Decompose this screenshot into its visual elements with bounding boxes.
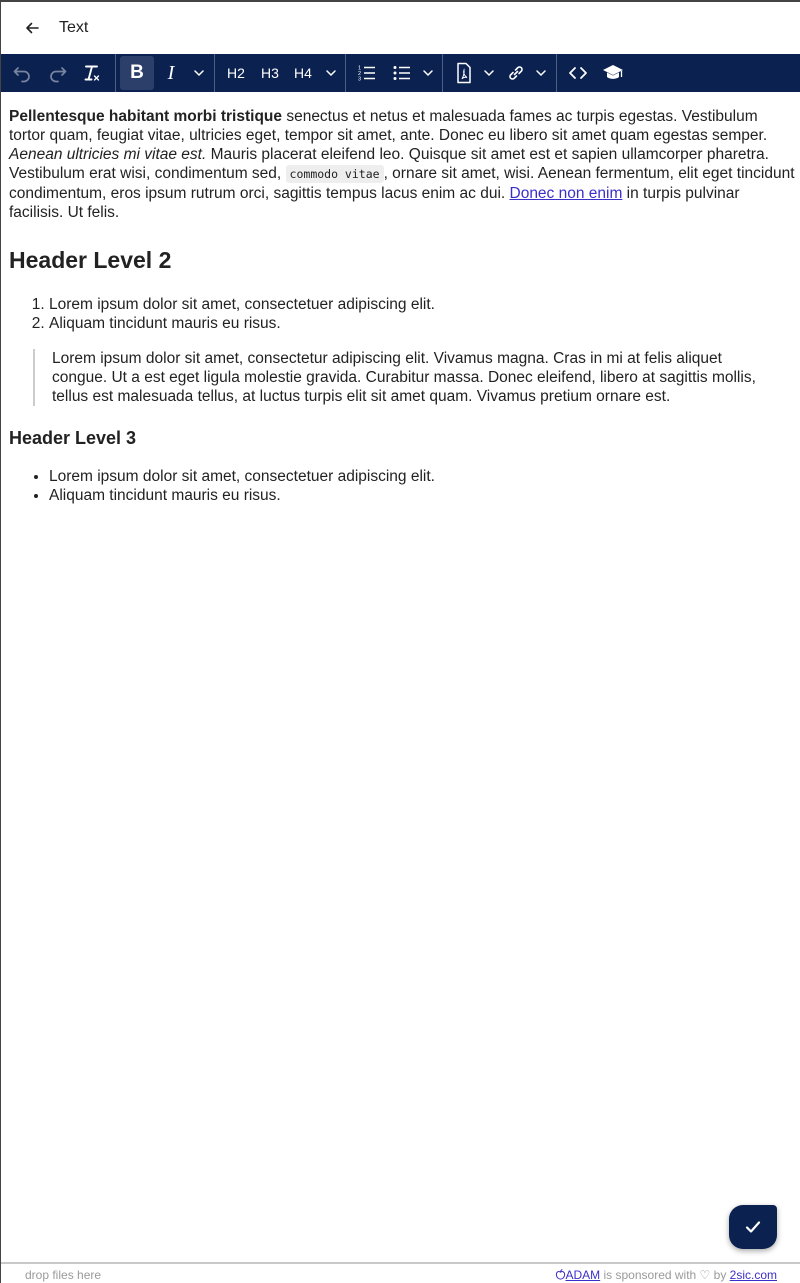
- arrow-left-icon: [24, 20, 40, 36]
- chevron-down-icon: [422, 67, 434, 79]
- list-item: 1. Lorem ipsum dolor sit amet, consectetuer adipiscing elit.: [49, 295, 795, 314]
- toolbar-divider: [345, 54, 346, 92]
- pdf-dropdown[interactable]: [483, 54, 495, 92]
- list-item: 2. Aliquam tincidunt mauris eu risus.: [49, 314, 795, 333]
- h4-label: H4: [294, 65, 312, 81]
- toolbar-divider: [442, 54, 443, 92]
- h3-button[interactable]: [255, 54, 285, 92]
- clear-formatting-icon: [82, 63, 102, 83]
- paragraph-text: senectus et netus et malesuada fames ac turpis egestas. Vestibulum tortor quam, feugiat vitae, ultricies eget, tempor sit amet, ante. Donec eu libero sit amet quam egestas semper.: [9, 108, 768, 144]
- numbered-list-button[interactable]: [348, 54, 386, 92]
- toolbar-divider: [556, 54, 557, 92]
- bullet-list-button[interactable]: [386, 54, 418, 92]
- paragraph-text: , ornare sit amet, wisi. Aenean fermentum, elit eget tincidunt condimentum, eros ipsum rutrum orci, sagittis tempus lacus enim ac dui.: [9, 165, 795, 202]
- undo-icon: [12, 63, 32, 83]
- help-button[interactable]: [598, 54, 628, 92]
- list-item: • Lorem ipsum dolor sit amet, consectetuer adipiscing elit.: [49, 467, 795, 486]
- redo-button[interactable]: [41, 54, 75, 92]
- bold-button[interactable]: [120, 56, 154, 90]
- bold-label: B: [130, 62, 144, 83]
- headings-dropdown[interactable]: [321, 54, 341, 92]
- h3-label: H3: [261, 65, 279, 81]
- unordered-list: [9, 467, 795, 505]
- heading-level-2: Header Level 2: [9, 247, 172, 273]
- dialog-header: [1, 2, 800, 54]
- blockquote: Lorem ipsum dolor sit amet, consectetur adipiscing elit. Vivamus magna. Cras in mi at felis aliquet congue. Ut a est eget ligula molestie gravida. Curabitur massa. Donec eleifend, libero at sagittis mollis, tellus est malesuada tellus, at luctus turpis elit sit amet quam. Vivamus pretium ornare est.: [33, 349, 763, 406]
- paragraph-text: Mauris placerat eleifend leo. Quisque sit amet est et sapien ullamcorper pharetra. Vestibulum erat wisi, condimentum sed,: [9, 146, 769, 182]
- undo-button[interactable]: [3, 54, 41, 92]
- lists-dropdown[interactable]: [418, 54, 438, 92]
- redo-icon: [48, 63, 68, 83]
- italic-text: Aenean ultricies mi vitae est.: [9, 146, 207, 163]
- code-view-button[interactable]: [558, 54, 598, 92]
- paragraph: [9, 107, 795, 222]
- sponsored-text: is sponsored with ♡ by: [600, 1268, 730, 1282]
- code-icon: [568, 63, 588, 83]
- h2-label: H2: [227, 65, 245, 81]
- bold-text: Pellentesque habitant morbi tristique: [9, 108, 283, 125]
- paragraph-text: in turpis pulvinar facilisis. Ut felis.: [9, 185, 740, 221]
- h2-button[interactable]: [217, 54, 255, 92]
- chevron-down-icon: [483, 67, 495, 79]
- toolbar-divider: [115, 54, 116, 92]
- bullet-list-icon: [392, 63, 412, 83]
- svg-text:2: 2: [358, 71, 362, 77]
- ordered-list: [9, 295, 795, 333]
- numbered-list-icon: [357, 63, 377, 83]
- h4-button[interactable]: [285, 54, 321, 92]
- back-button[interactable]: [16, 12, 48, 44]
- pdf-button[interactable]: [445, 54, 483, 92]
- chevron-down-icon: [535, 67, 547, 79]
- link-icon: [506, 63, 526, 83]
- sponsor-line: [555, 1268, 778, 1282]
- inline-code: commodo vitae: [286, 165, 384, 183]
- chevron-down-icon: [193, 67, 205, 79]
- list-item: • Aliquam tincidunt mauris eu risus.: [49, 486, 795, 505]
- company-link[interactable]: 2sic.com: [729, 1268, 777, 1282]
- clear-formatting-button[interactable]: [75, 54, 109, 92]
- dialog-title: Text: [59, 19, 89, 36]
- svg-text:3: 3: [358, 76, 362, 83]
- pdf-icon: [454, 62, 474, 84]
- save-button[interactable]: [729, 1205, 777, 1249]
- editor-toolbar: [1, 54, 800, 92]
- italic-label: I: [167, 61, 175, 84]
- svg-text:1: 1: [358, 65, 362, 72]
- chevron-down-icon: [325, 67, 337, 79]
- inline-link[interactable]: Donec non enim: [509, 185, 623, 202]
- footer-bar: [1, 1262, 800, 1283]
- drop-files-hint: drop files here: [25, 1268, 102, 1282]
- link-dropdown[interactable]: [535, 54, 547, 92]
- toolbar-divider: [214, 54, 215, 92]
- link-button[interactable]: [497, 54, 535, 92]
- italic-button[interactable]: [154, 54, 188, 92]
- graduation-hat-icon: [602, 63, 624, 83]
- adam-apple-icon: [555, 1269, 566, 1280]
- check-icon: [744, 1218, 762, 1236]
- heading-level-3: Header Level 3: [9, 428, 137, 448]
- editor-content[interactable]: [9, 107, 795, 505]
- more-formatting-dropdown[interactable]: [188, 54, 210, 92]
- adam-link[interactable]: ADAM: [565, 1268, 601, 1282]
